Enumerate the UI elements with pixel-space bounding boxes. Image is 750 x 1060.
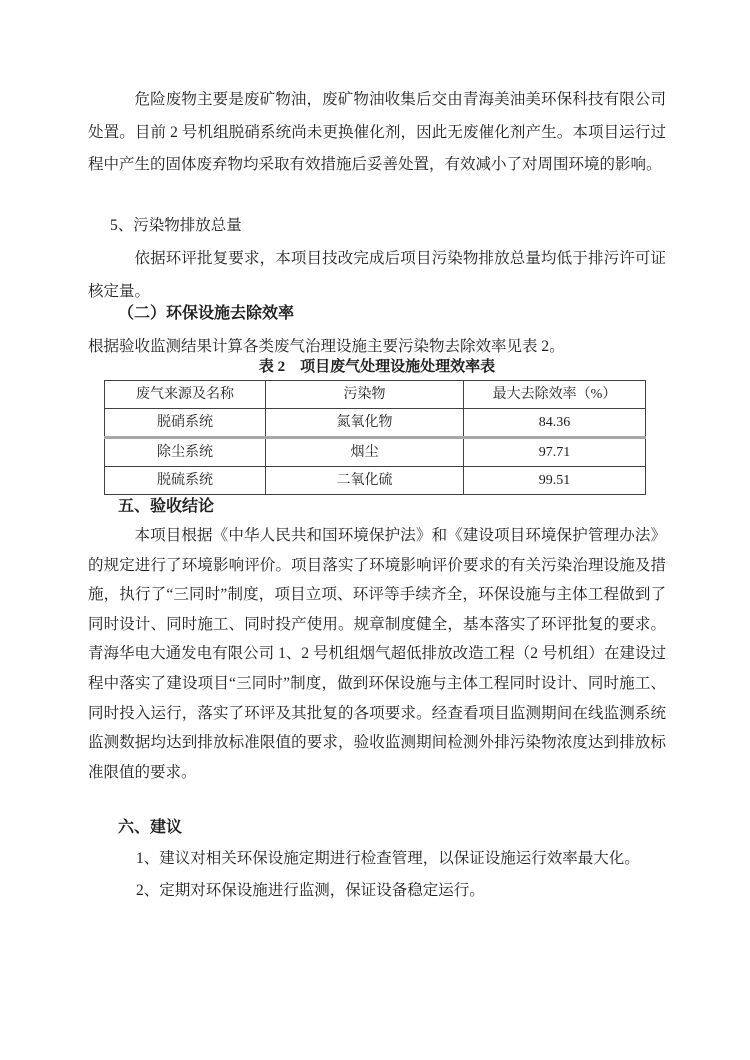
table-row-dust-removal: [105, 438, 646, 467]
cell-efficiency: 97.71: [464, 438, 646, 467]
table-header-row: [105, 381, 646, 409]
cell-pollutant: 烟尘: [266, 438, 464, 467]
cell-pollutant: 二氧化硫: [266, 467, 464, 495]
suggestion-item-1: 1、建议对相关环保设施定期进行检查管理，以保证设施运行效率最大化。: [136, 850, 640, 867]
cell-pollutant: 氮氧化物: [266, 409, 464, 438]
paragraph-table-lead-in: 根据验收监测结果计算各类废气治理设施主要污染物去除效率见表 2。: [88, 338, 565, 355]
cell-source: 脱硝系统: [105, 409, 266, 438]
table-row-denitration: [105, 409, 646, 438]
heading-removal-efficiency-section: （二）环保设施去除效率: [118, 305, 295, 322]
cell-efficiency: 84.36: [464, 409, 646, 438]
paragraph-acceptance-conclusion: 本项目根据《中华人民共和国环境保护法》和《建设项目环境保护管理办法》的规定进行了环境影响评价。项目落实了环境影响评价要求的有关污染治理设施及措施，执行了“三同时”制度，项目立项、环评等手续齐全，环保设施与主体工程做到了同时设计、同时施工、同时投产使用。规章制度健全，基本落实了环评批复的要求。青海华电大通发电有限公司 1、2 号机组烟气超低排放改造工程（2 号机组）在建设过程中落实了建设项目“三同时”制度，做到环保设施与主体工程同时设计、同时施工、同时投入运行，落实了环评及其批复的各项要求。经查看项目监测期间在线监测系统监测数据均达到排放标准限值的要求，验收监测期间检测外排污染物浓度达到排放标准限值的要求。: [88, 527, 666, 781]
column-header-pollutant: 污染物: [266, 381, 464, 409]
heading-pollutant-discharge-total: 5、污染物排放总量: [110, 217, 242, 234]
suggestion-item-2: 2、定期对环保设施进行监测，保证设备稳定运行。: [136, 882, 485, 899]
column-header-max-efficiency: 最大去除效率（%）: [464, 381, 646, 409]
heading-acceptance-conclusion: 五、验收结论: [118, 498, 215, 515]
cell-source: 脱硫系统: [105, 467, 266, 495]
column-header-source: 废气来源及名称: [105, 381, 266, 409]
paragraph-hazardous-waste: 危险废物主要是废矿物油，废矿物油收集后交由青海美油美环保科技有限公司处置。目前 2 号机组脱硝系统尚未更换催化剂，因此无废催化剂产生。本项目运行过程中产生的固体废弃物均采取有效措施后妥善处置，有效减小了对周围环境的影响。: [88, 91, 666, 173]
heading-suggestions: 六、建议: [118, 819, 183, 836]
cell-source: 除尘系统: [105, 438, 266, 467]
table-caption: 表 2 项目废气处理设施处理效率表: [258, 359, 496, 375]
cell-efficiency: 99.51: [464, 467, 646, 495]
removal-efficiency-table: [104, 380, 646, 495]
paragraph-discharge-total: 依据环评批复要求，本项目技改完成后项目污染物排放总量均低于排污许可证核定量。: [88, 250, 666, 300]
